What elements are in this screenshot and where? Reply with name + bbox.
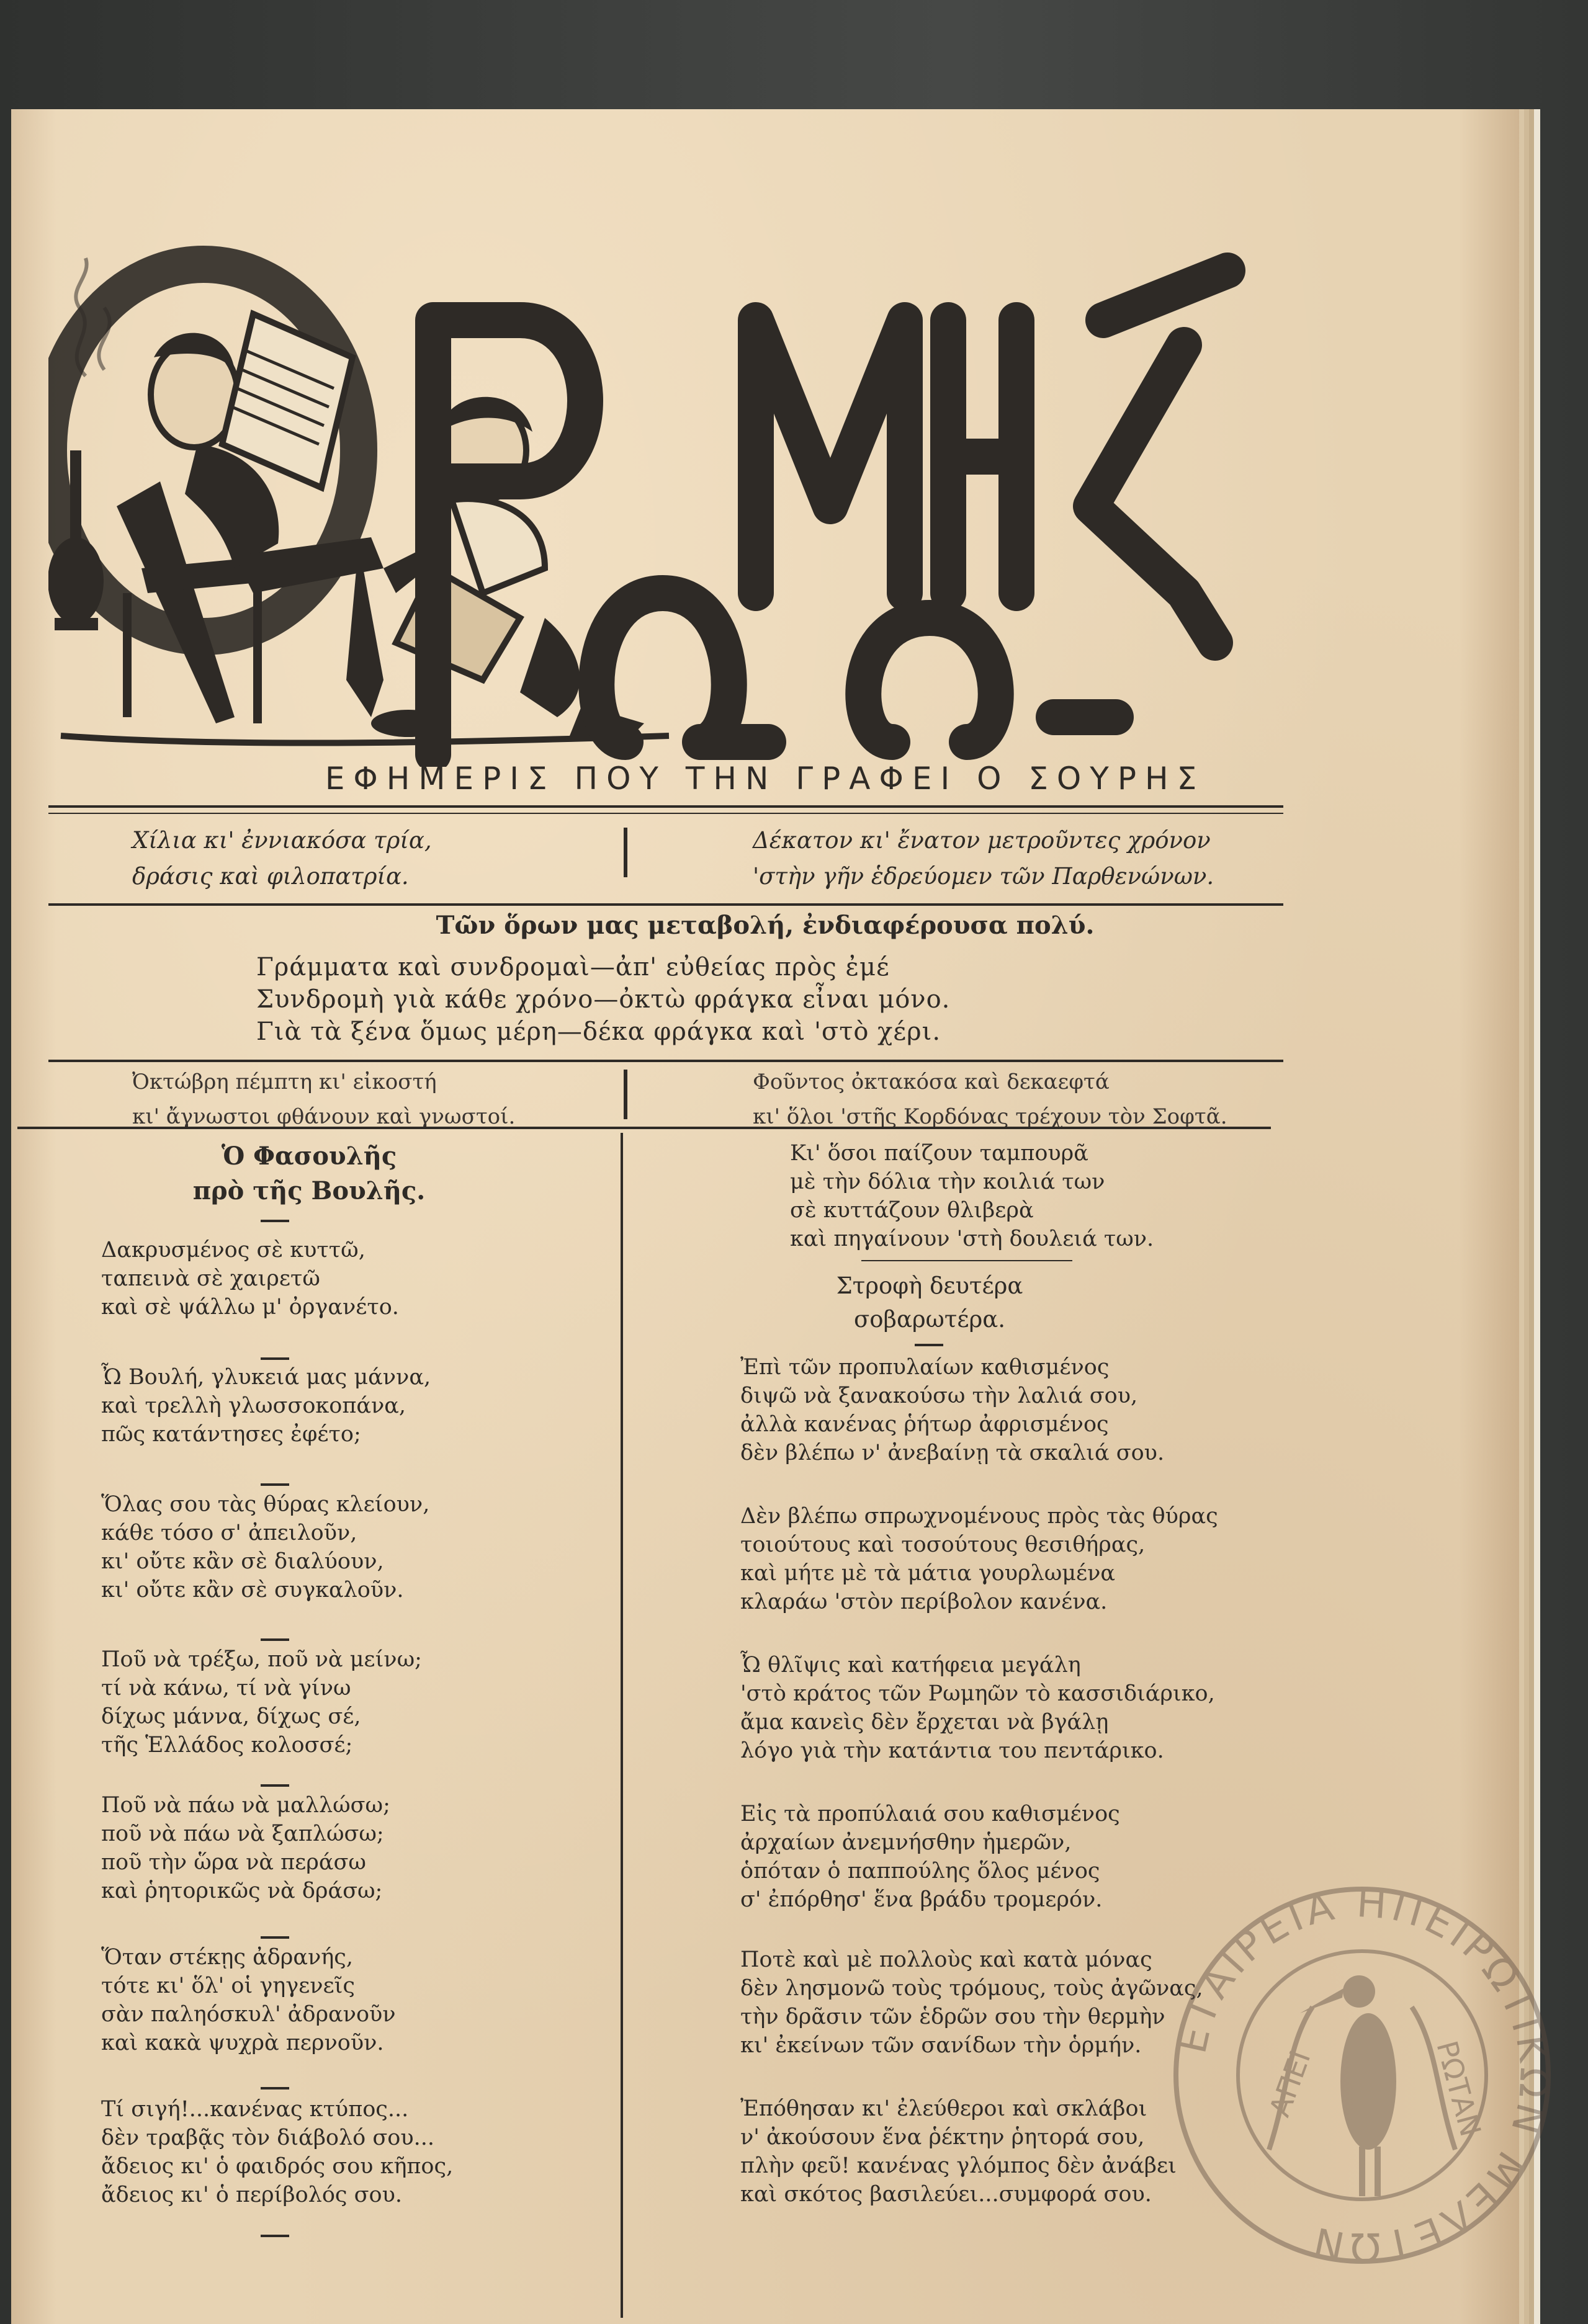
- divider-rule: [48, 813, 1283, 814]
- strophe-heading: Στροφὴ δευτέρα σοβαρωτέρα.: [836, 1272, 1023, 1333]
- stanza: Ἐπόθησαν κι' ἐλεύθεροι καὶ σκλάβοι ν' ἀκούσουν ἕνα ῥέκτην ῥητορά σου, πλὴν φεῦ! κανένας γλόμπος δὲν ἀνάβει καὶ σκότος βασιλεύει...συμφορά σου.: [740, 2096, 1177, 2207]
- terms-line: Γράμματα καὶ συνδρομαὶ—ἀπ' εὐθείας πρὸς ἐμέ: [256, 953, 890, 981]
- stanza: Ἐπὶ τῶν προπυλαίων καθισμένος διψῶ νὰ ξανακούσω τὴν λαλιά σου, ἀλλὰ κανένας ῥήτωρ ἀφρισμένος δὲν βλέπω ν' ἀνεβαίνῃ τὰ σκαλιά σου.: [740, 1355, 1165, 1465]
- masthead-title-art: [48, 246, 1265, 767]
- stanza: Δακρυσμένος σὲ κυττῶ, ταπεινὰ σὲ χαιρετῶ καὶ σὲ ψάλλω μ' ὀργανέτο.: [101, 1238, 399, 1320]
- divider-rule: [861, 1260, 1072, 1261]
- poem-title: Ὁ Φασουλῆς πρὸ τῆς Βουλῆς.: [192, 1142, 426, 1205]
- terms-heading: Τῶν ὅρων μας μεταβολή, ἐνδιαφέρουσα πολύ.: [436, 911, 1095, 940]
- stanza-dash: [261, 1483, 289, 1486]
- stamp-ring-text: ΕΤΑΙΡΕΙΑ ΗΠΕΙΡΩΤΙΚΩΝ ΜΕΛΕΤΩΝ: [1169, 1880, 1558, 2270]
- stanza: Ποῦ νὰ πάω νὰ μαλλώσω; ποῦ νὰ πάω νὰ ξαπλώσω; ποῦ τὴν ὥρα νὰ περάσω καὶ ῥητορικῶς νὰ δράσω;: [101, 1793, 390, 1903]
- stanza: Ὅταν στέκῃς ἀδρανής, τότε κι' ὅλ' οἱ γηγενεῖς σὰν παληόσκυλ' ἀδρανοῦν καὶ κακὰ ψυχρὰ περνοῦν.: [101, 1945, 396, 2055]
- right-column-top-stanza: Κι' ὅσοι παίζουν ταμπουρᾶ μὲ τὴν δόλια τὴν κοιλιά των σὲ κυττάζουν θλιβερὰ καὶ πηγαίνουν 'στὴ δουλειά των.: [790, 1141, 1154, 1251]
- terms-line: Συνδρομὴ γιὰ κάθε χρόνο—ὀκτὼ φράγκα εἶναι μόνο.: [256, 985, 951, 1014]
- verse-line: Φοῦντος ὀκτακόσα καὶ δεκαεφτά: [753, 1070, 1110, 1094]
- column-separator: [624, 1070, 627, 1119]
- header-verse-left: [132, 823, 432, 895]
- divider-rule: [48, 805, 1283, 808]
- stanza-dash: [261, 1357, 289, 1360]
- stanza: Ὦ Βουλή, γλυκειά μας μάννα, καὶ τρελλὴ γλωσσοκοπάνα, πῶς κατάντησες ἐφέτο;: [101, 1365, 431, 1447]
- column-separator: [624, 828, 627, 877]
- library-stamp: [1145, 1858, 1579, 2292]
- stanza-dash: [261, 1638, 289, 1641]
- divider-rule: [17, 1127, 1271, 1129]
- stamp-left-word: ΑΠΕΙ: [1262, 2046, 1317, 2121]
- date-verse-right: [753, 1065, 1227, 1134]
- verse-line: Δέκατον κι' ἔνατον μετροῦντες χρόνον: [753, 827, 1211, 854]
- stanza-dash: [915, 1344, 943, 1346]
- date-verse-left: [132, 1065, 515, 1134]
- stanza-dash: [261, 1784, 289, 1787]
- stanza-dash: [261, 2087, 289, 2089]
- stanza: Ὅλας σου τὰς θύρας κλείουν, κάθε τόσο σ' ἀπειλοῦν, κι' οὔτε κἂν σὲ διαλύουν, κι' οὔτε κἂν σὲ συγκαλοῦν.: [101, 1492, 430, 1602]
- divider-rule: [48, 1060, 1283, 1062]
- stanza: Ποῦ νὰ τρέξω, ποῦ νὰ μείνω; τί νὰ κάνω, τί νὰ γίνω δίχως μάννα, δίχως σέ, τῆς Ἑλλάδος κολοσσέ;: [101, 1647, 422, 1758]
- header-verse-right: [753, 823, 1214, 895]
- verse-line: κι' ὅλοι 'στῆς Κορδόνας τρέχουν τὸν Σοφτᾶ.: [753, 1104, 1227, 1129]
- stanza-dash: [261, 2235, 289, 2237]
- divider-rule: [48, 903, 1283, 906]
- stanza: Τί σιγή!...κανένας κτύπος... δὲν τραβᾷς τὸν διάβολό σου... ἄδειος κι' ὁ φαιδρός σου κῆπος, ἄδειος κι' ὁ περίβολός σου.: [101, 2097, 454, 2207]
- verse-line: κι' ἄγνωστοι φθάνουν καὶ γνωστοί.: [132, 1104, 516, 1129]
- verse-line: 'στὴν γῆν ἑδρεύομεν τῶν Παρθενώνων.: [753, 863, 1214, 890]
- stamp-right-word: ΡΩΤΑΝ: [1430, 2037, 1488, 2140]
- verse-line: δράσις καὶ φιλοπατρία.: [132, 863, 409, 890]
- column-rule: [621, 1133, 623, 2318]
- stanza: Εἰς τὰ προπύλαιά σου καθισμένος ἀρχαίων ἀνεμνήσθην ἡμερῶν, ὁπόταν ὁ παππούλης ὅλος μένος σ' ἐπόρθησ' ἕνα βράδυ τρομερόν.: [740, 1802, 1120, 1912]
- stanza-dash: [261, 1936, 289, 1939]
- stanza: Ποτὲ καὶ μὲ πολλοὺς καὶ κατὰ μόνας δὲν λησμονῶ τοὺς τρόμους, τοὺς ἀγῶνας, τὴν δρᾶσιν τῶν ἑδρῶν σου τὴν θερμὴν κι' ἐκείνων τῶν σανίδων τὴν ὁρμήν.: [740, 1947, 1203, 2058]
- terms-line: Γιὰ τὰ ξένα ὅμως μέρη—δέκα φράγκα καὶ 'στὸ χέρι.: [256, 1017, 941, 1046]
- masthead: [48, 246, 1265, 767]
- stanza: Δὲν βλέπω σπρωχνομένους πρὸς τὰς θύρας τοιούτους καὶ τοσούτους θεσιθήρας, καὶ μήτε μὲ τὰ μάτια γουρλωμένα κλαράω 'στὸν περίβολον κανένα.: [740, 1504, 1218, 1614]
- stanza-dash: [261, 1220, 289, 1222]
- stanza: Ὦ θλῖψις καὶ κατήφεια μεγάλη 'στὸ κράτος τῶν Ρωμηῶν τὸ κασσιδιάρικο, ἄμα κανεὶς δὲν ἔρχεται νὰ βγάλῃ λόγο γιὰ τὴν κατάντια του πεντάρικο.: [740, 1653, 1215, 1763]
- verse-line: Χίλια κι' ἐννιακόσα τρία,: [132, 827, 432, 854]
- stork-icon: [1300, 1975, 1396, 2196]
- masthead-subtitle: ΕΦΗΜΕΡΙΣ ΠΟΥ ΤΗΝ ΓΡΑΦΕΙ Ο ΣΟΥΡΗΣ: [325, 761, 1206, 797]
- verse-line: Ὀκτώβρη πέμπτη κι' εἰκοστή: [132, 1070, 437, 1094]
